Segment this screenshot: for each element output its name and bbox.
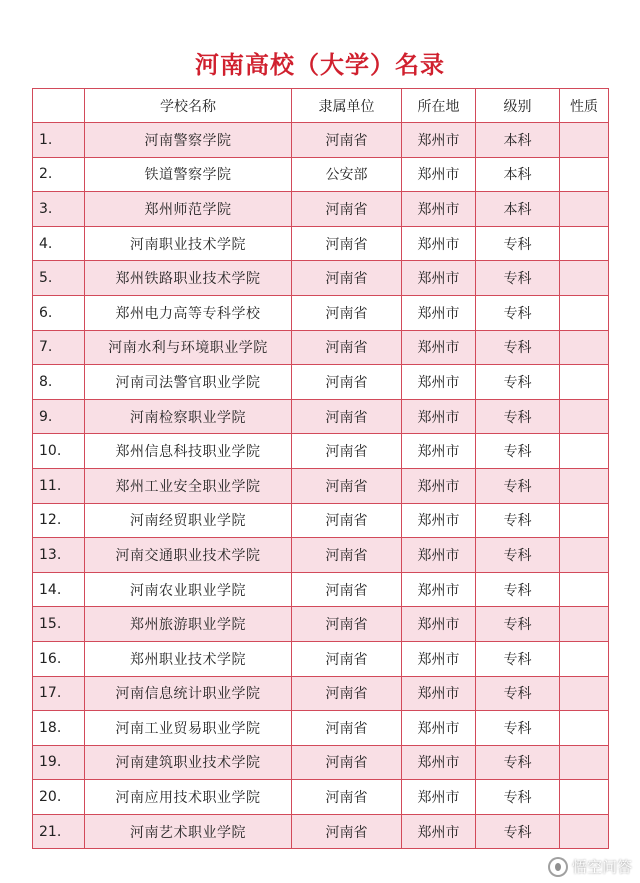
cell-affiliation: 河南省 — [292, 468, 402, 503]
cell-level: 本科 — [476, 192, 560, 227]
table-row — [33, 538, 609, 573]
cell-school-name: 铁道警察学院 — [85, 157, 292, 192]
cell-school-name: 郑州师范学院 — [85, 192, 292, 227]
cell-level: 专科 — [476, 641, 560, 676]
cell-school-name: 郑州电力高等专科学校 — [85, 295, 292, 330]
cell-school-name: 郑州旅游职业学院 — [85, 607, 292, 642]
cell-level: 专科 — [476, 607, 560, 642]
cell-index: 1. — [33, 123, 85, 158]
cell-affiliation: 河南省 — [292, 780, 402, 815]
header-nature: 性质 — [560, 89, 609, 123]
cell-level: 专科 — [476, 676, 560, 711]
university-table — [32, 88, 609, 849]
cell-level: 专科 — [476, 295, 560, 330]
cell-location: 郑州市 — [402, 157, 476, 192]
cell-index: 11. — [33, 468, 85, 503]
cell-location: 郑州市 — [402, 434, 476, 469]
cell-location: 郑州市 — [402, 503, 476, 538]
cell-index: 20. — [33, 780, 85, 815]
cell-index: 4. — [33, 226, 85, 261]
cell-nature — [560, 607, 609, 642]
cell-affiliation: 河南省 — [292, 434, 402, 469]
table-header-row — [33, 89, 609, 123]
cell-nature — [560, 676, 609, 711]
cell-location: 郑州市 — [402, 365, 476, 400]
cell-school-name: 河南农业职业学院 — [85, 572, 292, 607]
cell-level: 专科 — [476, 503, 560, 538]
cell-nature — [560, 434, 609, 469]
cell-nature — [560, 261, 609, 296]
cell-nature — [560, 399, 609, 434]
cell-location: 郑州市 — [402, 711, 476, 746]
cell-school-name: 河南交通职业技术学院 — [85, 538, 292, 573]
cell-index: 15. — [33, 607, 85, 642]
cell-nature — [560, 814, 609, 849]
cell-location: 郑州市 — [402, 123, 476, 158]
cell-index: 14. — [33, 572, 85, 607]
table-row — [33, 365, 609, 400]
cell-index: 3. — [33, 192, 85, 227]
table-row — [33, 226, 609, 261]
cell-affiliation: 河南省 — [292, 192, 402, 227]
cell-school-name: 河南信息统计职业学院 — [85, 676, 292, 711]
table-body — [33, 123, 609, 849]
cell-level: 本科 — [476, 123, 560, 158]
cell-affiliation: 河南省 — [292, 330, 402, 365]
cell-nature — [560, 572, 609, 607]
cell-nature — [560, 295, 609, 330]
table-row — [33, 157, 609, 192]
cell-level: 专科 — [476, 572, 560, 607]
cell-location: 郑州市 — [402, 330, 476, 365]
cell-level: 专科 — [476, 745, 560, 780]
cell-index: 10. — [33, 434, 85, 469]
cell-location: 郑州市 — [402, 261, 476, 296]
cell-index: 21. — [33, 814, 85, 849]
table-row — [33, 607, 609, 642]
cell-location: 郑州市 — [402, 468, 476, 503]
table-row — [33, 399, 609, 434]
cell-location: 郑州市 — [402, 607, 476, 642]
cell-index: 7. — [33, 330, 85, 365]
cell-affiliation: 河南省 — [292, 711, 402, 746]
cell-affiliation: 河南省 — [292, 572, 402, 607]
cell-affiliation: 河南省 — [292, 676, 402, 711]
cell-index: 9. — [33, 399, 85, 434]
cell-level: 专科 — [476, 226, 560, 261]
cell-index: 8. — [33, 365, 85, 400]
cell-school-name: 河南检察职业学院 — [85, 399, 292, 434]
cell-school-name: 郑州职业技术学院 — [85, 641, 292, 676]
table-row — [33, 468, 609, 503]
cell-location: 郑州市 — [402, 745, 476, 780]
cell-index: 18. — [33, 711, 85, 746]
table-row — [33, 330, 609, 365]
cell-nature — [560, 468, 609, 503]
cell-location: 郑州市 — [402, 192, 476, 227]
cell-affiliation: 河南省 — [292, 261, 402, 296]
cell-affiliation: 河南省 — [292, 745, 402, 780]
page-title: 河南高校（大学）名录 — [195, 51, 445, 79]
cell-nature — [560, 123, 609, 158]
cell-affiliation: 河南省 — [292, 295, 402, 330]
table-row — [33, 780, 609, 815]
cell-index: 5. — [33, 261, 85, 296]
table-row — [33, 572, 609, 607]
cell-affiliation: 河南省 — [292, 226, 402, 261]
cell-affiliation: 河南省 — [292, 365, 402, 400]
cell-level: 专科 — [476, 468, 560, 503]
table-row — [33, 641, 609, 676]
cell-index: 13. — [33, 538, 85, 573]
header-level: 级别 — [476, 89, 560, 123]
cell-index: 6. — [33, 295, 85, 330]
cell-index: 19. — [33, 745, 85, 780]
cell-nature — [560, 192, 609, 227]
cell-school-name: 河南建筑职业技术学院 — [85, 745, 292, 780]
cell-school-name: 河南经贸职业学院 — [85, 503, 292, 538]
table-row — [33, 192, 609, 227]
cell-affiliation: 河南省 — [292, 641, 402, 676]
table-row — [33, 676, 609, 711]
cell-nature — [560, 641, 609, 676]
header-school-name: 学校名称 — [85, 89, 292, 123]
cell-location: 郑州市 — [402, 572, 476, 607]
cell-location: 郑州市 — [402, 295, 476, 330]
cell-level: 专科 — [476, 814, 560, 849]
cell-nature — [560, 157, 609, 192]
header-index — [33, 89, 85, 123]
cell-nature — [560, 330, 609, 365]
cell-affiliation: 公安部 — [292, 157, 402, 192]
cell-location: 郑州市 — [402, 399, 476, 434]
cell-school-name: 河南警察学院 — [85, 123, 292, 158]
cell-location: 郑州市 — [402, 676, 476, 711]
cell-school-name: 河南工业贸易职业学院 — [85, 711, 292, 746]
cell-nature — [560, 365, 609, 400]
table-row — [33, 295, 609, 330]
cell-affiliation: 河南省 — [292, 503, 402, 538]
cell-level: 专科 — [476, 538, 560, 573]
wukong-logo-icon — [548, 857, 568, 877]
cell-school-name: 郑州信息科技职业学院 — [85, 434, 292, 469]
cell-level: 本科 — [476, 157, 560, 192]
header-affiliation: 隶属单位 — [292, 89, 402, 123]
cell-index: 17. — [33, 676, 85, 711]
cell-school-name: 河南水利与环境职业学院 — [85, 330, 292, 365]
cell-nature — [560, 745, 609, 780]
table-row — [33, 261, 609, 296]
cell-location: 郑州市 — [402, 226, 476, 261]
cell-nature — [560, 538, 609, 573]
watermark-text: 悟空问答 — [571, 858, 632, 876]
header-location: 所在地 — [402, 89, 476, 123]
cell-location: 郑州市 — [402, 641, 476, 676]
cell-affiliation: 河南省 — [292, 123, 402, 158]
cell-location: 郑州市 — [402, 538, 476, 573]
cell-nature — [560, 711, 609, 746]
cell-level: 专科 — [476, 780, 560, 815]
cell-affiliation: 河南省 — [292, 538, 402, 573]
cell-school-name: 河南艺术职业学院 — [85, 814, 292, 849]
table-row — [33, 503, 609, 538]
cell-school-name: 郑州工业安全职业学院 — [85, 468, 292, 503]
table-row — [33, 814, 609, 849]
cell-location: 郑州市 — [402, 780, 476, 815]
table-row — [33, 745, 609, 780]
cell-level: 专科 — [476, 434, 560, 469]
cell-school-name: 河南职业技术学院 — [85, 226, 292, 261]
cell-nature — [560, 226, 609, 261]
cell-school-name: 河南司法警官职业学院 — [85, 365, 292, 400]
cell-affiliation: 河南省 — [292, 607, 402, 642]
cell-level: 专科 — [476, 711, 560, 746]
cell-affiliation: 河南省 — [292, 814, 402, 849]
cell-level: 专科 — [476, 365, 560, 400]
cell-nature — [560, 780, 609, 815]
cell-school-name: 河南应用技术职业学院 — [85, 780, 292, 815]
cell-school-name: 郑州铁路职业技术学院 — [85, 261, 292, 296]
table-row — [33, 434, 609, 469]
cell-level: 专科 — [476, 261, 560, 296]
cell-index: 16. — [33, 641, 85, 676]
cell-index: 12. — [33, 503, 85, 538]
table-row — [33, 711, 609, 746]
cell-level: 专科 — [476, 330, 560, 365]
cell-affiliation: 河南省 — [292, 399, 402, 434]
cell-location: 郑州市 — [402, 814, 476, 849]
cell-level: 专科 — [476, 399, 560, 434]
table-row — [33, 123, 609, 158]
watermark — [548, 856, 632, 877]
cell-index: 2. — [33, 157, 85, 192]
cell-nature — [560, 503, 609, 538]
